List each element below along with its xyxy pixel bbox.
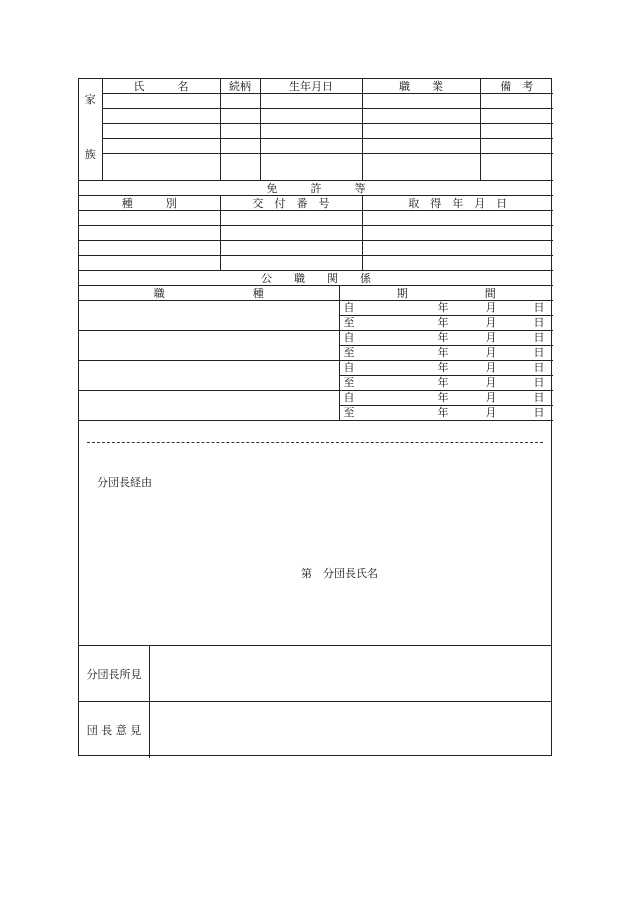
public-office-period-cell[interactable] xyxy=(339,346,553,361)
period-day-label: 日 xyxy=(533,361,545,374)
license-cell[interactable] xyxy=(79,211,220,226)
period-day-label: 日 xyxy=(533,376,545,389)
license-header-type: 種 別 xyxy=(79,196,220,211)
period-start-label: 自 xyxy=(343,391,355,404)
license-cell[interactable] xyxy=(362,241,553,256)
family-cell[interactable] xyxy=(480,109,553,124)
family-cell[interactable] xyxy=(260,124,362,139)
period-month-label: 月 xyxy=(485,316,497,329)
period-start-label: 至 xyxy=(343,406,355,419)
public-office-table xyxy=(79,271,553,421)
public-office-row xyxy=(79,391,553,406)
license-cell[interactable] xyxy=(220,211,362,226)
family-side-label xyxy=(79,79,102,181)
public-office-body xyxy=(79,301,553,421)
family-row xyxy=(79,94,553,109)
public-office-row xyxy=(79,361,553,376)
period-year-label: 年 xyxy=(437,316,449,329)
family-row xyxy=(79,154,553,181)
period-start-label: 至 xyxy=(343,346,355,359)
public-office-title: 公 職 関 係 xyxy=(79,271,553,286)
public-office-period-cell[interactable] xyxy=(339,301,553,316)
license-cell[interactable] xyxy=(79,241,220,256)
public-office-period-cell[interactable] xyxy=(339,406,553,421)
period-year-label: 年 xyxy=(437,331,449,344)
period-month-label: 月 xyxy=(485,301,497,314)
family-header-relation: 続柄 xyxy=(220,79,260,94)
branch-chief-opinion-row xyxy=(79,645,551,702)
family-cell[interactable] xyxy=(362,154,480,181)
family-header-remarks: 備 考 xyxy=(480,79,553,94)
license-row xyxy=(79,241,553,256)
family-row xyxy=(79,109,553,124)
public-office-period-cell[interactable] xyxy=(339,391,553,406)
period-day-label: 日 xyxy=(533,331,545,344)
period-day-label: 日 xyxy=(533,346,545,359)
period-month-label: 月 xyxy=(485,331,497,344)
family-cell[interactable] xyxy=(220,139,260,154)
public-office-period-cell[interactable] xyxy=(339,316,553,331)
family-cell[interactable] xyxy=(102,154,220,181)
cut-line xyxy=(87,442,543,443)
period-day-label: 日 xyxy=(533,301,545,314)
family-cell[interactable] xyxy=(102,124,220,139)
period-month-label: 月 xyxy=(485,376,497,389)
period-year-label: 年 xyxy=(437,391,449,404)
family-cell[interactable] xyxy=(260,94,362,109)
family-cell[interactable] xyxy=(480,124,553,139)
branch-chief-name-label: 第 分団長氏名 xyxy=(301,567,378,580)
application-form xyxy=(78,78,552,756)
public-office-position-cell[interactable] xyxy=(79,391,339,421)
period-year-label: 年 xyxy=(437,346,449,359)
license-title: 免 許 等 xyxy=(79,181,553,196)
family-row xyxy=(79,124,553,139)
period-year-label: 年 xyxy=(437,406,449,419)
public-office-header-period: 期 間 xyxy=(339,286,553,301)
license-cell[interactable] xyxy=(79,256,220,271)
public-office-position-cell[interactable] xyxy=(79,361,339,391)
family-cell[interactable] xyxy=(260,154,362,181)
family-table xyxy=(79,79,553,181)
public-office-position-cell[interactable] xyxy=(79,301,339,331)
license-table xyxy=(79,181,553,271)
family-row xyxy=(79,139,553,154)
license-row xyxy=(79,211,553,226)
license-cell[interactable] xyxy=(220,256,362,271)
period-start-label: 至 xyxy=(343,316,355,329)
family-header-name: 氏 名 xyxy=(102,79,220,94)
chief-opinion-label: 団 長 意 見 xyxy=(79,702,150,758)
chief-opinion-row xyxy=(79,701,551,758)
family-cell[interactable] xyxy=(220,124,260,139)
family-cell[interactable] xyxy=(362,94,480,109)
family-cell[interactable] xyxy=(102,109,220,124)
period-start-label: 至 xyxy=(343,376,355,389)
period-start-label: 自 xyxy=(343,361,355,374)
public-office-row xyxy=(79,331,553,346)
period-month-label: 月 xyxy=(485,361,497,374)
period-year-label: 年 xyxy=(437,376,449,389)
license-cell[interactable] xyxy=(79,226,220,241)
family-cell[interactable] xyxy=(220,94,260,109)
via-branch-chief-label: 分団長経由 xyxy=(97,476,152,489)
family-header-birthdate: 生年月日 xyxy=(260,79,362,94)
license-cell[interactable] xyxy=(362,256,553,271)
period-month-label: 月 xyxy=(485,346,497,359)
license-header-row xyxy=(79,196,553,211)
license-title-row xyxy=(79,181,553,196)
license-cell[interactable] xyxy=(220,241,362,256)
license-cell[interactable] xyxy=(362,211,553,226)
public-office-period-cell[interactable] xyxy=(339,376,553,391)
family-cell[interactable] xyxy=(362,139,480,154)
family-cell[interactable] xyxy=(362,124,480,139)
period-month-label: 月 xyxy=(485,406,497,419)
period-day-label: 日 xyxy=(533,406,545,419)
family-cell[interactable] xyxy=(480,154,553,181)
family-cell[interactable] xyxy=(260,109,362,124)
period-month-label: 月 xyxy=(485,391,497,404)
family-cell[interactable] xyxy=(220,109,260,124)
period-year-label: 年 xyxy=(437,361,449,374)
family-header-row xyxy=(79,79,553,94)
branch-chief-opinion-field[interactable] xyxy=(150,646,551,702)
public-office-period-cell[interactable] xyxy=(339,361,553,376)
family-cell[interactable] xyxy=(102,94,220,109)
public-office-title-row xyxy=(79,271,553,286)
period-day-label: 日 xyxy=(533,391,545,404)
family-cell[interactable] xyxy=(260,139,362,154)
public-office-header-position: 職 種 xyxy=(79,286,339,301)
public-office-period-cell[interactable] xyxy=(339,331,553,346)
family-header-occupation: 職 業 xyxy=(362,79,480,94)
family-side-label-bottom: 族 xyxy=(84,148,96,161)
period-year-label: 年 xyxy=(437,301,449,314)
chief-opinion-field[interactable] xyxy=(150,702,551,758)
license-row xyxy=(79,226,553,241)
family-cell[interactable] xyxy=(362,109,480,124)
license-cell[interactable] xyxy=(220,226,362,241)
family-cell[interactable] xyxy=(102,139,220,154)
public-office-header-row xyxy=(79,286,553,301)
family-cell[interactable] xyxy=(220,154,260,181)
period-day-label: 日 xyxy=(533,316,545,329)
license-header-date: 取 得 年 月 日 xyxy=(362,196,553,211)
public-office-position-cell[interactable] xyxy=(79,331,339,361)
period-start-label: 自 xyxy=(343,331,355,344)
period-start-label: 自 xyxy=(343,301,355,314)
family-side-label-top: 家 xyxy=(84,93,96,106)
public-office-row xyxy=(79,301,553,316)
license-cell[interactable] xyxy=(362,226,553,241)
license-row xyxy=(79,256,553,271)
branch-chief-opinion-label: 分団長所見 xyxy=(79,646,150,702)
family-cell[interactable] xyxy=(480,139,553,154)
license-header-number: 交 付 番 号 xyxy=(220,196,362,211)
family-cell[interactable] xyxy=(480,94,553,109)
